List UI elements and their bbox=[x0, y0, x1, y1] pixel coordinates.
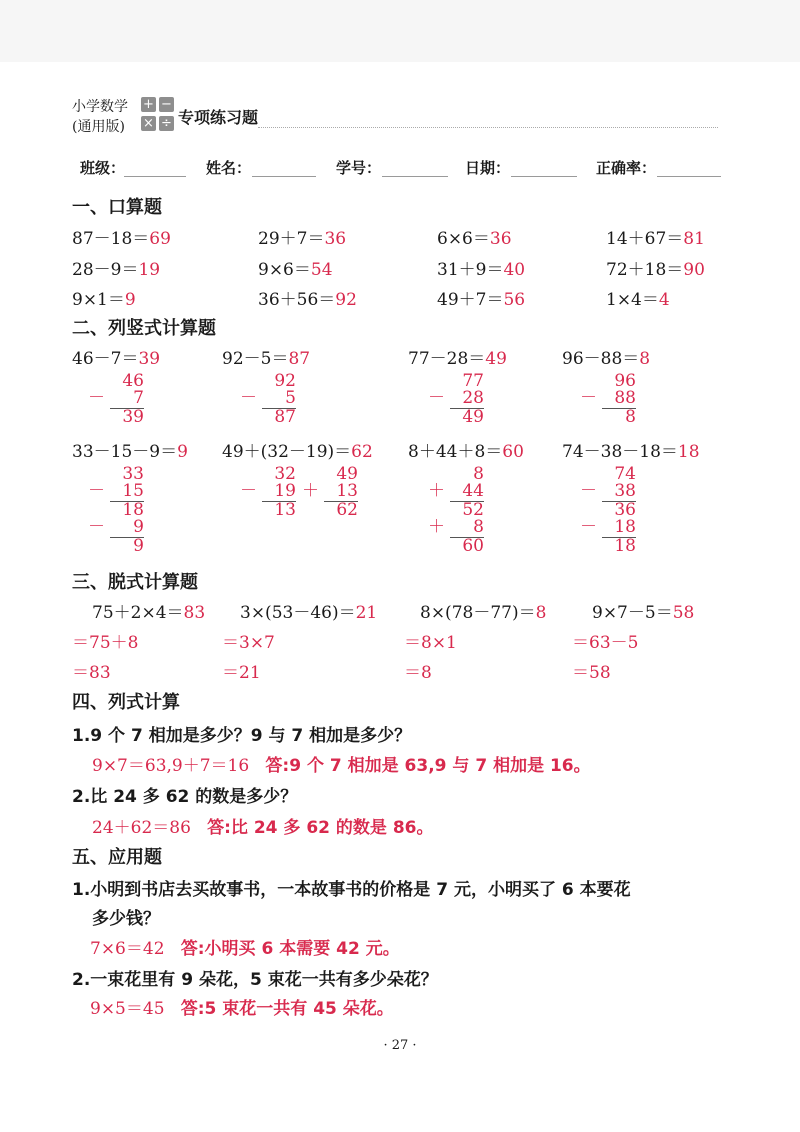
equation-question: 29＋7＝ bbox=[258, 229, 325, 249]
equation-question: 72＋18＝ bbox=[606, 260, 684, 280]
oral-equation bbox=[258, 285, 357, 310]
series-line-1: 小学数学 bbox=[72, 99, 128, 115]
operand: 92 bbox=[274, 371, 296, 391]
page-number: · 27 · bbox=[383, 1038, 417, 1053]
operand: 18 bbox=[614, 536, 636, 556]
date-label: 日期： bbox=[465, 159, 511, 177]
operator-sign bbox=[580, 409, 602, 426]
vertical-row bbox=[240, 409, 296, 426]
vertical-row bbox=[580, 483, 636, 501]
question-5-1-line-2: 多少钱？ bbox=[92, 909, 160, 929]
top-margin-band bbox=[0, 0, 800, 62]
stepwise-problem bbox=[240, 598, 377, 623]
oral-equation bbox=[437, 255, 525, 280]
operand: 33 bbox=[122, 464, 144, 484]
vertical-row bbox=[580, 519, 636, 537]
stepwise-result: ＝8 bbox=[404, 663, 432, 683]
operand: 7 bbox=[133, 388, 144, 408]
operand: 74 bbox=[614, 464, 636, 484]
operand: 88 bbox=[614, 388, 636, 408]
operand: 9 bbox=[133, 536, 144, 556]
vertical-row bbox=[580, 538, 636, 555]
equation-answer: 69 bbox=[149, 229, 171, 249]
operand: 8 bbox=[473, 464, 484, 484]
operand: 62 bbox=[336, 500, 358, 520]
minus-icon: − bbox=[159, 97, 174, 112]
vertical-row bbox=[580, 409, 636, 426]
series-line-2: (通用版) bbox=[72, 119, 125, 135]
series-label bbox=[72, 97, 128, 137]
equation-answer: 87 bbox=[288, 349, 311, 369]
answer-calc: 9×5＝45 bbox=[90, 999, 165, 1019]
operand: 36 bbox=[614, 500, 636, 520]
operand: 5 bbox=[285, 388, 296, 408]
student-id-field[interactable] bbox=[382, 176, 448, 177]
accuracy-label: 正确率： bbox=[596, 159, 657, 177]
class-field[interactable] bbox=[124, 176, 186, 177]
equation-question: 9×7－5＝ bbox=[592, 603, 673, 623]
operand: 46 bbox=[122, 371, 144, 391]
equation-answer: 81 bbox=[683, 229, 705, 249]
operand: 8 bbox=[625, 407, 636, 427]
equation-question: 74－38－18＝ bbox=[562, 442, 678, 462]
operand: 49 bbox=[336, 464, 358, 484]
operand: 77 bbox=[462, 371, 484, 391]
operator-sign bbox=[428, 409, 450, 426]
stepwise-problem bbox=[92, 598, 205, 623]
vertical-row bbox=[240, 502, 296, 519]
operand: 9 bbox=[133, 517, 144, 537]
oral-equation bbox=[72, 285, 136, 310]
vertical-row bbox=[240, 483, 296, 501]
equation-question: 8×(78－77)＝ bbox=[420, 603, 536, 623]
operand: 52 bbox=[462, 500, 484, 520]
stepwise-step: ＝63－5 bbox=[572, 633, 639, 653]
operator-sign bbox=[88, 409, 110, 426]
equation-answer: 83 bbox=[183, 603, 206, 623]
equation-answer: 4 bbox=[658, 290, 670, 310]
operand: 60 bbox=[462, 536, 484, 556]
vertical-problem-equation bbox=[222, 437, 373, 462]
answer-calc: 24＋62＝86 bbox=[92, 818, 191, 838]
vertical-problem-equation bbox=[562, 437, 700, 462]
vertical-calculation bbox=[428, 466, 484, 555]
divide-icon: ÷ bbox=[159, 116, 174, 131]
operand: 38 bbox=[614, 481, 636, 501]
equation-question: 36＋56＝ bbox=[258, 290, 336, 310]
equation-answer: 36 bbox=[324, 229, 347, 249]
vertical-row bbox=[302, 483, 358, 501]
section-title-vertical: 二、列竖式计算题 bbox=[72, 318, 216, 339]
stepwise-step: ＝3×7 bbox=[222, 633, 275, 653]
equation-question: 1×4＝ bbox=[606, 290, 659, 310]
answer-text: 答:5 束花一共有 45 朵花。 bbox=[180, 999, 394, 1019]
equation-question: 96－88＝ bbox=[562, 349, 640, 369]
operand: 18 bbox=[122, 500, 144, 520]
vertical-calculation bbox=[240, 466, 296, 519]
stepwise-problem bbox=[420, 598, 546, 623]
vertical-calculation bbox=[88, 466, 144, 555]
equation-answer: 54 bbox=[310, 260, 333, 280]
student-id-label: 学号： bbox=[336, 159, 382, 177]
equation-answer: 40 bbox=[503, 260, 526, 280]
equation-answer: 39 bbox=[138, 349, 161, 369]
class-label: 班级： bbox=[80, 159, 126, 177]
vertical-row bbox=[428, 409, 484, 426]
stepwise-result: ＝83 bbox=[72, 663, 111, 683]
operand: 28 bbox=[462, 388, 484, 408]
stepwise-problem bbox=[592, 598, 694, 623]
stepwise-step: ＝8×1 bbox=[404, 633, 457, 653]
oral-equation bbox=[72, 224, 171, 249]
oral-equation bbox=[258, 224, 346, 249]
question-5-1-line-1: 1.小明到书店去买故事书，一本故事书的价格是 7 元，小明买了 6 本要花 bbox=[72, 880, 631, 900]
equation-answer: 21 bbox=[355, 603, 378, 623]
operator-sign bbox=[240, 502, 262, 519]
equation-question: 92－5＝ bbox=[222, 349, 289, 369]
vertical-problem-equation bbox=[72, 437, 188, 462]
equation-answer: 62 bbox=[351, 442, 373, 462]
equation-question: 49＋7＝ bbox=[437, 290, 504, 310]
equation-question: 6×6＝ bbox=[437, 229, 490, 249]
operator-sign: ＋ bbox=[302, 481, 319, 501]
equation-question: 87－18＝ bbox=[72, 229, 150, 249]
vertical-problem-equation bbox=[408, 437, 524, 462]
equation-answer: 18 bbox=[677, 442, 700, 462]
operand: 13 bbox=[274, 500, 296, 520]
answer-5-2 bbox=[90, 994, 394, 1019]
operator-sign bbox=[240, 409, 262, 426]
operand: 8 bbox=[473, 517, 484, 537]
vertical-row bbox=[428, 390, 484, 408]
equation-question: 31＋9＝ bbox=[437, 260, 504, 280]
answer-4-2 bbox=[92, 813, 434, 838]
worksheet-title: 专项练习题 bbox=[178, 108, 259, 127]
name-label: 姓名： bbox=[206, 159, 252, 177]
oral-equation bbox=[258, 255, 333, 280]
operator-sign bbox=[302, 502, 324, 519]
plus-icon: + bbox=[141, 97, 156, 112]
answer-4-1 bbox=[92, 751, 591, 776]
operator-sign bbox=[580, 538, 602, 555]
equation-answer: 49 bbox=[485, 349, 507, 369]
oral-equation bbox=[606, 224, 705, 249]
equation-question: 28－9＝ bbox=[72, 260, 139, 280]
equation-answer: 60 bbox=[502, 442, 524, 462]
oral-equation bbox=[437, 224, 512, 249]
equation-answer: 36 bbox=[489, 229, 512, 249]
vertical-row bbox=[428, 538, 484, 555]
answer-5-1 bbox=[90, 934, 400, 959]
equation-answer: 90 bbox=[683, 260, 705, 280]
equation-question: 33－15－9＝ bbox=[72, 442, 178, 462]
vertical-calculation bbox=[88, 373, 144, 426]
operator-sign: ＋ bbox=[428, 517, 445, 537]
equation-question: 46－7＝ bbox=[72, 349, 139, 369]
vertical-row bbox=[428, 483, 484, 501]
question-4-2: 2.比 24 多 62 的数是多少？ bbox=[72, 787, 298, 807]
vertical-row bbox=[302, 502, 358, 519]
stepwise-result: ＝58 bbox=[572, 663, 611, 683]
vertical-calculation bbox=[428, 373, 484, 426]
stepwise-step: ＝75＋8 bbox=[72, 633, 139, 653]
operator-sign: － bbox=[88, 388, 105, 408]
section-title-expression: 四、列式计算 bbox=[72, 692, 180, 713]
vertical-row bbox=[88, 538, 144, 555]
answer-text: 答:小明买 6 本需要 42 元。 bbox=[180, 939, 400, 959]
vertical-row bbox=[88, 409, 144, 426]
answer-calc: 9×7＝63,9＋7＝16 bbox=[92, 756, 250, 776]
equation-answer: 8 bbox=[639, 349, 651, 369]
operator-sign: － bbox=[580, 481, 597, 501]
operand: 13 bbox=[336, 481, 358, 501]
vertical-problem-equation bbox=[562, 344, 650, 369]
operator-sign bbox=[428, 538, 450, 555]
multiply-icon: × bbox=[141, 116, 156, 131]
equation-question: 8＋44＋8＝ bbox=[408, 442, 503, 462]
vertical-problem-equation bbox=[72, 344, 160, 369]
equation-question: 14＋67＝ bbox=[606, 229, 684, 249]
answer-text: 答:9 个 7 相加是 63,9 与 7 相加是 16。 bbox=[265, 756, 591, 776]
equation-answer: 56 bbox=[503, 290, 526, 310]
equation-question: 3×(53－46)＝ bbox=[240, 603, 356, 623]
operand: 19 bbox=[274, 481, 296, 501]
vertical-problem-equation bbox=[408, 344, 507, 369]
operator-sign: － bbox=[240, 388, 257, 408]
oral-equation bbox=[72, 255, 160, 280]
equation-question: 9×1＝ bbox=[72, 290, 125, 310]
header-divider bbox=[258, 127, 718, 128]
equation-question: 49＋(32－19)＝ bbox=[222, 442, 352, 462]
operator-sign: ＋ bbox=[428, 481, 445, 501]
operand: 32 bbox=[274, 464, 296, 484]
section-title-application: 五、应用题 bbox=[72, 847, 162, 868]
operand: 96 bbox=[614, 371, 636, 391]
operand: 39 bbox=[122, 407, 144, 427]
operator-sign: － bbox=[580, 388, 597, 408]
vertical-row bbox=[88, 390, 144, 408]
operator-sign: － bbox=[88, 517, 105, 537]
equation-answer: 9 bbox=[124, 290, 136, 310]
operator-logo bbox=[141, 97, 175, 133]
answer-text: 答:比 24 多 62 的数是 86。 bbox=[207, 818, 434, 838]
equation-question: 77－28＝ bbox=[408, 349, 486, 369]
oral-equation bbox=[437, 285, 525, 310]
section-title-stepwise: 三、脱式计算题 bbox=[72, 572, 198, 593]
operator-sign: － bbox=[580, 517, 597, 537]
operand: 49 bbox=[462, 407, 484, 427]
operator-sign: － bbox=[240, 481, 257, 501]
vertical-calculation bbox=[302, 466, 358, 519]
vertical-problem-equation bbox=[222, 344, 310, 369]
operator-sign bbox=[88, 538, 110, 555]
operator-sign: － bbox=[428, 388, 445, 408]
vertical-row bbox=[428, 519, 484, 537]
equation-answer: 9 bbox=[177, 442, 188, 462]
equation-question: 9×6＝ bbox=[258, 260, 311, 280]
vertical-calculation bbox=[580, 466, 636, 555]
section-title-oral: 一、口算题 bbox=[72, 197, 162, 218]
operand: 18 bbox=[614, 517, 636, 537]
operand: 44 bbox=[462, 481, 484, 501]
equation-answer: 8 bbox=[535, 603, 547, 623]
question-5-2: 2.一束花里有 9 朵花，5 束花一共有多少朵花？ bbox=[72, 970, 438, 990]
oral-equation bbox=[606, 255, 705, 280]
vertical-row bbox=[580, 390, 636, 408]
vertical-calculation bbox=[580, 373, 636, 426]
vertical-calculation bbox=[240, 373, 296, 426]
name-field[interactable] bbox=[252, 176, 316, 177]
equation-answer: 19 bbox=[138, 260, 161, 280]
vertical-row bbox=[88, 519, 144, 537]
operand: 87 bbox=[274, 407, 296, 427]
equation-answer: 58 bbox=[672, 603, 695, 623]
operator-sign: － bbox=[88, 481, 105, 501]
answer-calc: 7×6＝42 bbox=[90, 939, 165, 959]
operand: 15 bbox=[122, 481, 144, 501]
question-4-1: 1.9 个 7 相加是多少？9 与 7 相加是多少？ bbox=[72, 726, 412, 746]
date-field[interactable] bbox=[511, 176, 577, 177]
accuracy-field[interactable] bbox=[657, 176, 721, 177]
stepwise-result: ＝21 bbox=[222, 663, 261, 683]
vertical-row bbox=[88, 483, 144, 501]
equation-answer: 92 bbox=[335, 290, 357, 310]
equation-question: 75＋2×4＝ bbox=[92, 603, 184, 623]
vertical-row bbox=[240, 390, 296, 408]
oral-equation bbox=[606, 285, 670, 310]
